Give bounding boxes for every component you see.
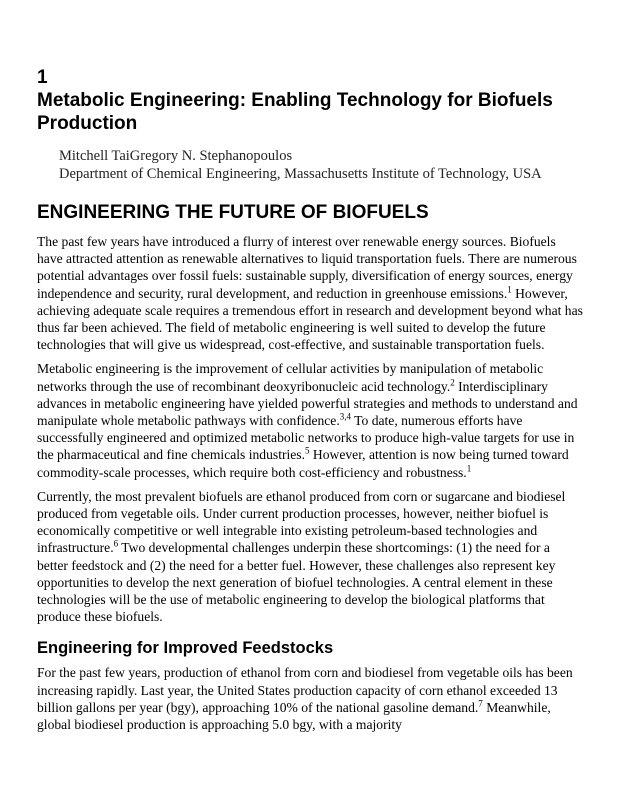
citation-ref: 1: [466, 463, 472, 474]
paragraph-text: The past few years have introduced a flurry of interest over renewable energy sources. Biofuels have attracted attention as renewable alternatives to liquid transportation fuels. There are numerous potential advantages over fossil fuels: sustainable supply, diversification of energy sources, energy independence and security, rural development, and reduction in greenhouse emissions.: [37, 234, 577, 301]
paragraph-text: However, attention is now being turned toward commodity-scale processes, which require both cost-efficiency and robustness.: [37, 447, 569, 480]
citation-ref: 2: [450, 377, 455, 388]
paragraph-text: To date, numerous efforts have successfully engineered and optimized metabolic networks to produce high-value targets for use in the pharmaceutical and fine chemicals industries.: [37, 413, 575, 463]
paragraph-text: However, achieving adequate scale requires a tremendous effort in research and development beyond what has thus far been achieved. The field of metabolic engineering is well suited to develop the future technologies that will give us widespread, cost-effective, and sustainable transportation fuels.: [37, 285, 583, 353]
subsection-heading: Engineering for Improved Feedstocks: [37, 639, 334, 658]
paragraph: [37, 488, 583, 626]
section-heading: ENGINEERING THE FUTURE OF BIOFUELS: [37, 202, 429, 223]
paragraph-text: Meanwhile, global biodiesel production is approaching 5.0 bgy, with a majority: [37, 699, 551, 733]
paragraph: [37, 233, 583, 353]
chapter-title: Metabolic Engineering: Enabling Technology for Biofuels Production: [37, 90, 553, 134]
paragraph-text: Currently, the most prevalent biofuels are ethanol produced from corn or sugarcane and biodiesel produced from vegetable oils. Under current production processes, however, neither biofuel is economically competitive or well integrable into existing petroleum-based technologies and infrastructure.: [37, 488, 566, 556]
paragraph: [37, 664, 583, 733]
document-page: [37, 66, 583, 740]
citation-ref: 3,4: [339, 411, 351, 422]
author-names: Mitchell TaiGregory N. Stephanopoulos: [59, 148, 293, 164]
author-affiliation: Department of Chemical Engineering, Massachusetts Institute of Technology, USA: [59, 166, 542, 182]
paragraph-text: Two developmental challenges underpin these shortcomings: (1) the need for a better feedstock and (2) the need for a better fuel. However, these challenges also represent key opportunities to develop the next generation of biofuel technologies. A central element in these technologies will be the use of metabolic engineering to develop the biological platforms that produce these biofuels.: [37, 540, 556, 625]
paragraph-text: Interdisciplinary advances in metabolic engineering have yielded powerful strategies and methods to understand and manipulate whole metabolic pathways with confidence.: [37, 378, 578, 429]
chapter-number: 1: [37, 67, 48, 88]
citation-ref: 6: [113, 538, 119, 549]
byline: [59, 147, 583, 183]
paragraph: [37, 360, 583, 480]
citation-ref: 1: [507, 284, 512, 295]
paragraph-text: Metabolic engineering is the improvement of cellular activities by manipulation of metabolic networks through the use of recombinant deoxyribonucleic acid technology.: [37, 361, 544, 394]
paragraph-text: For the past few years, production of ethanol from corn and biodiesel from vegetable oils has been increasing rapidly. Last year, the United States production capacity of corn ethanol exceeded 13 billion gallons per year (bgy), approaching 10% of the national gasoline demand.: [37, 665, 573, 715]
citation-ref: 7: [478, 698, 483, 709]
citation-ref: 5: [305, 445, 310, 456]
